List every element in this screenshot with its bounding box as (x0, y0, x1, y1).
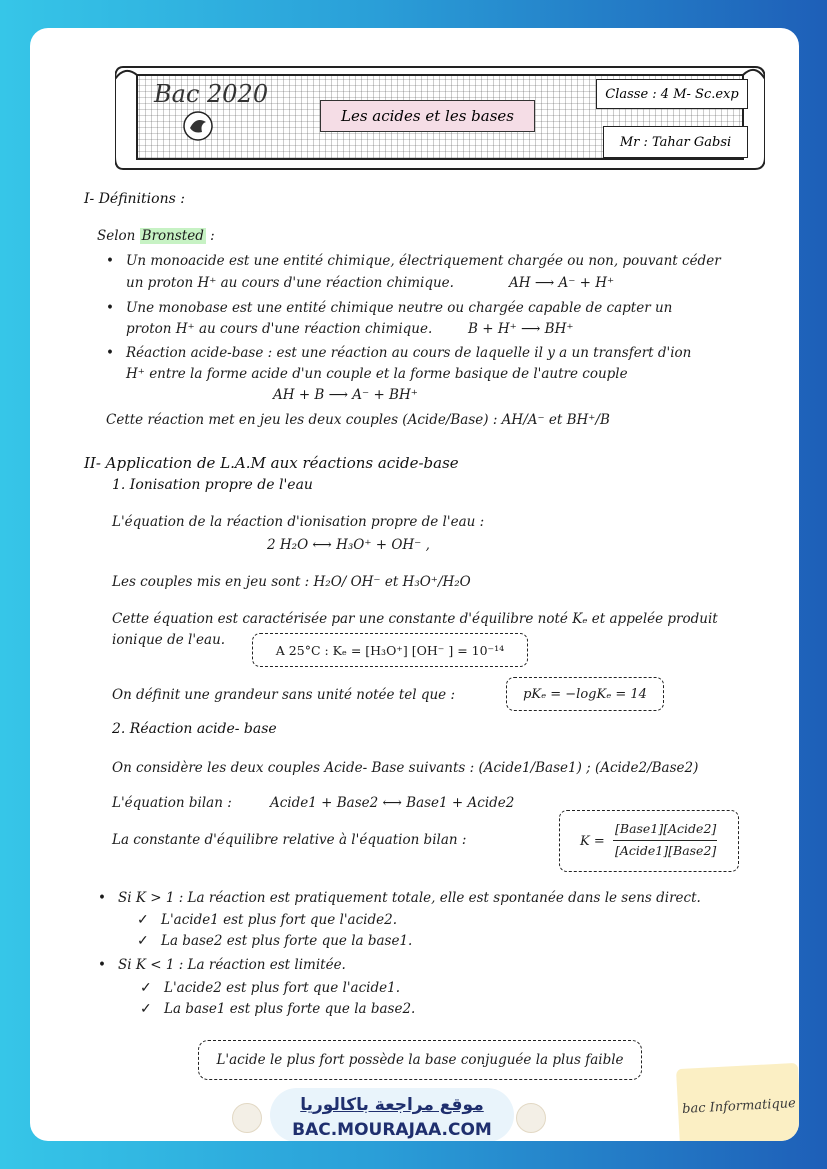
text-line: La constante d'équilibre relative à l'équation bilan : (112, 832, 467, 848)
text-line: L'équation de la réaction d'ionisation propre de l'eau : (112, 514, 485, 530)
text-line: L'équation bilan : (112, 795, 232, 811)
equation: AH + B ⟶ A⁻ + BH⁺ (273, 387, 418, 403)
text-line: On considère les deux couples Acide- Base suivants : (Acide1/Base1) ; (Acide2/Base2) (112, 760, 699, 776)
logo-icon (516, 1103, 546, 1133)
equation: Acide1 + Base2 ⟷ Base1 + Acide2 (270, 795, 515, 811)
conclusion-box: L'acide le plus fort possède la base conjuguée la plus faible (198, 1040, 642, 1080)
text-line: ionique de l'eau. (112, 632, 226, 648)
bac-logo: Bac 2020 (154, 80, 269, 108)
consequence-line: ✓ L'acide1 est plus fort que l'acide2. (161, 912, 397, 928)
footer-arabic-link[interactable]: موقع مراجعة باكالوريا (300, 1095, 484, 1115)
condition-line: • Si K > 1 : La réaction est pratiquement totale, elle est spontanée dans le sens direct. (118, 890, 701, 906)
definition-line: un proton H⁺ au cours d'une réaction chimique. (126, 275, 454, 291)
selon-line: Selon Bronsted : (97, 228, 215, 244)
condition-line: • Si K < 1 : La réaction est limitée. (118, 957, 346, 973)
footer-url-link[interactable]: BAC.MOURAJAA.COM (292, 1120, 492, 1140)
class-label: Classe : 4 M- Sc.exp (596, 79, 748, 109)
text-line: On définit une grandeur sans unité notée tel que : (112, 687, 456, 703)
couples-line: Cette réaction met en jeu les deux couples (Acide/Base) : AH/A⁻ et BH⁺/B (106, 412, 610, 428)
subsection-title: 2. Réaction acide- base (112, 721, 277, 737)
text-line: Les couples mis en jeu sont : H₂O/ OH⁻ et H₃O⁺/H₂O (112, 574, 471, 590)
equation: AH ⟶ A⁻ + H⁺ (509, 275, 615, 291)
k-prefix: K = (580, 834, 605, 849)
teacher-label: Mr : Tahar Gabsi (603, 126, 748, 158)
equation: B + H⁺ ⟶ BH⁺ (468, 321, 574, 337)
fraction-bar (613, 840, 717, 841)
consequence-line: ✓ La base2 est plus forte que la base1. (161, 933, 412, 949)
consequence-line: ✓ L'acide2 est plus fort que l'acide1. (164, 980, 400, 996)
k-denominator: [Acide1][Base2] (615, 843, 717, 858)
subsection-title: 1. Ionisation propre de l'eau (112, 477, 313, 493)
definition-line: • Un monoacide est une entité chimique, électriquement chargée ou non, pouvant céder (126, 253, 721, 269)
text-line: Cette équation est caractérisée par une constante d'équilibre noté Kₑ et appelée produit (112, 611, 718, 627)
definition-line: • Une monobase est une entité chimique neutre ou chargée capable de capter un (126, 300, 672, 316)
document-page (30, 28, 799, 1141)
ke-formula-box: A 25°C : Kₑ = [H₃O⁺] [OH⁻ ] = 10⁻¹⁴ (252, 633, 528, 667)
consequence-line: ✓ La base1 est plus forte que la base2. (164, 1001, 415, 1017)
definition-line: • Réaction acide-base : est une réaction au cours de laquelle il y a un transfert d'ion (126, 345, 691, 361)
definition-line: proton H⁺ au cours d'une réaction chimique. (126, 321, 433, 337)
section-title: II- Application de L.A.M aux réactions acide-base (84, 454, 459, 472)
pke-formula-box: pKₑ = −logKₑ = 14 (506, 677, 664, 711)
k-numerator: [Base1][Acide2] (615, 821, 717, 836)
bac-informatique-badge: bac Informatique (676, 1063, 799, 1141)
bronsted-highlight: Bronsted (141, 228, 204, 244)
emblem-icon (182, 110, 214, 142)
page-title: Les acides et les bases (320, 100, 535, 132)
section-title: I- Définitions : (84, 191, 185, 207)
definition-line: H⁺ entre la forme acide d'un couple et la forme basique de l'autre couple (126, 366, 628, 382)
logo-icon (232, 1103, 262, 1133)
equation: 2 H₂O ⟷ H₃O⁺ + OH⁻ , (267, 537, 430, 553)
